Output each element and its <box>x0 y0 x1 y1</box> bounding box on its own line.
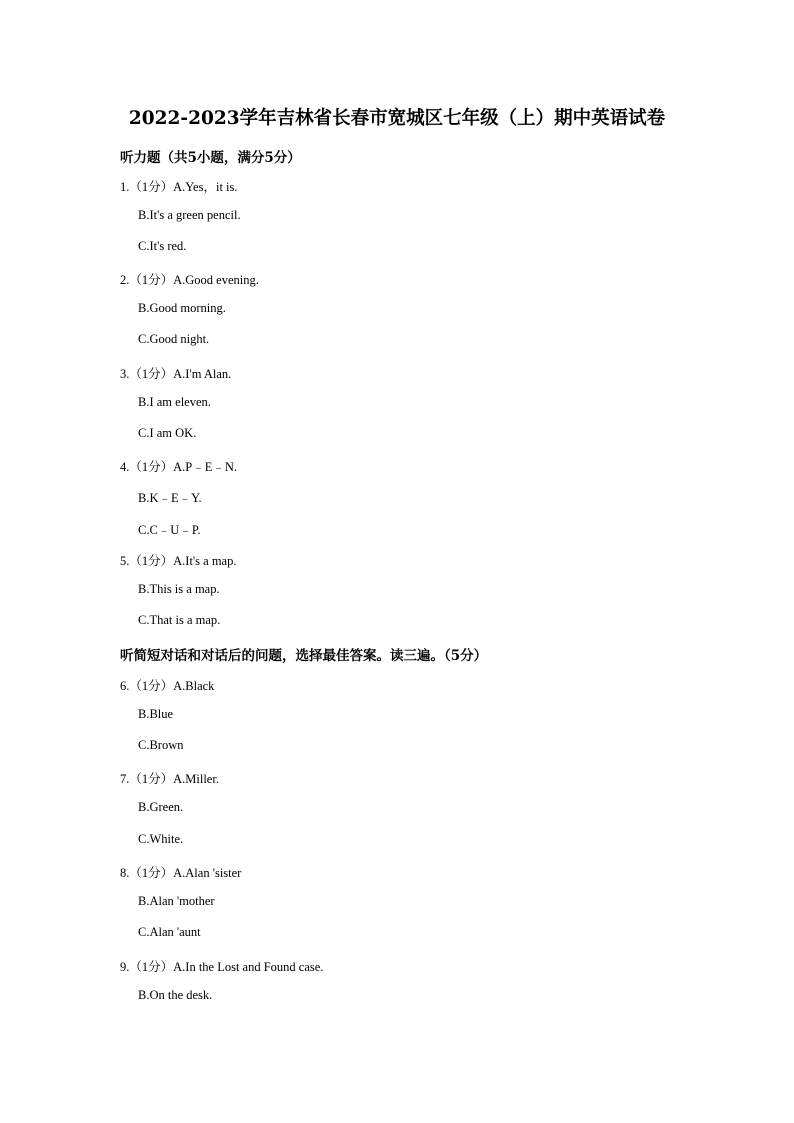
question-4: 4.（1分）A.P﹣E﹣N. <box>120 460 238 474</box>
option-6c: C.Brown <box>138 738 184 752</box>
option-8c: C.Alan 'aunt <box>138 925 201 939</box>
option-5b: B.This is a map. <box>138 582 220 596</box>
question-1: 1.（1分）A.Yes，it is. <box>120 180 238 194</box>
option-4c: C.C﹣U﹣P. <box>138 523 201 537</box>
question-9: 9.（1分）A.In the Lost and Found case. <box>120 960 324 974</box>
section-heading-dialogue: 听简短对话和对话后的问题，选择最佳答案。读三遍。（5分） <box>120 648 488 664</box>
option-3b: B.I am eleven. <box>138 395 211 409</box>
option-1b: B.It's a green pencil. <box>138 208 241 222</box>
option-5c: C.That is a map. <box>138 613 221 627</box>
option-6b: B.Blue <box>138 707 174 721</box>
question-3: 3.（1分）A.I'm Alan. <box>120 367 232 381</box>
option-1c: C.It's red. <box>138 239 187 253</box>
question-6: 6.（1分）A.Black <box>120 679 215 693</box>
question-2: 2.（1分）A.Good evening. <box>120 273 259 287</box>
question-7: 7.（1分）A.Miller. <box>120 772 219 786</box>
page-title: 2022-2023学年吉林省长春市宽城区七年级（上）期中英语试卷 <box>128 108 666 129</box>
option-2c: C.Good night. <box>138 332 210 346</box>
option-4b: B.K﹣E﹣Y. <box>138 491 202 505</box>
option-2b: B.Good morning. <box>138 301 226 315</box>
option-9b: B.On the desk. <box>138 988 213 1002</box>
question-8: 8.（1分）A.Alan 'sister <box>120 866 242 880</box>
section-heading-listening: 听力题（共5小题，满分5分） <box>120 150 301 166</box>
option-8b: B.Alan 'mother <box>138 894 215 908</box>
option-3c: C.I am OK. <box>138 426 197 440</box>
option-7b: B.Green. <box>138 800 184 814</box>
question-5: 5.（1分）A.It's a map. <box>120 554 237 568</box>
option-7c: C.White. <box>138 832 184 846</box>
